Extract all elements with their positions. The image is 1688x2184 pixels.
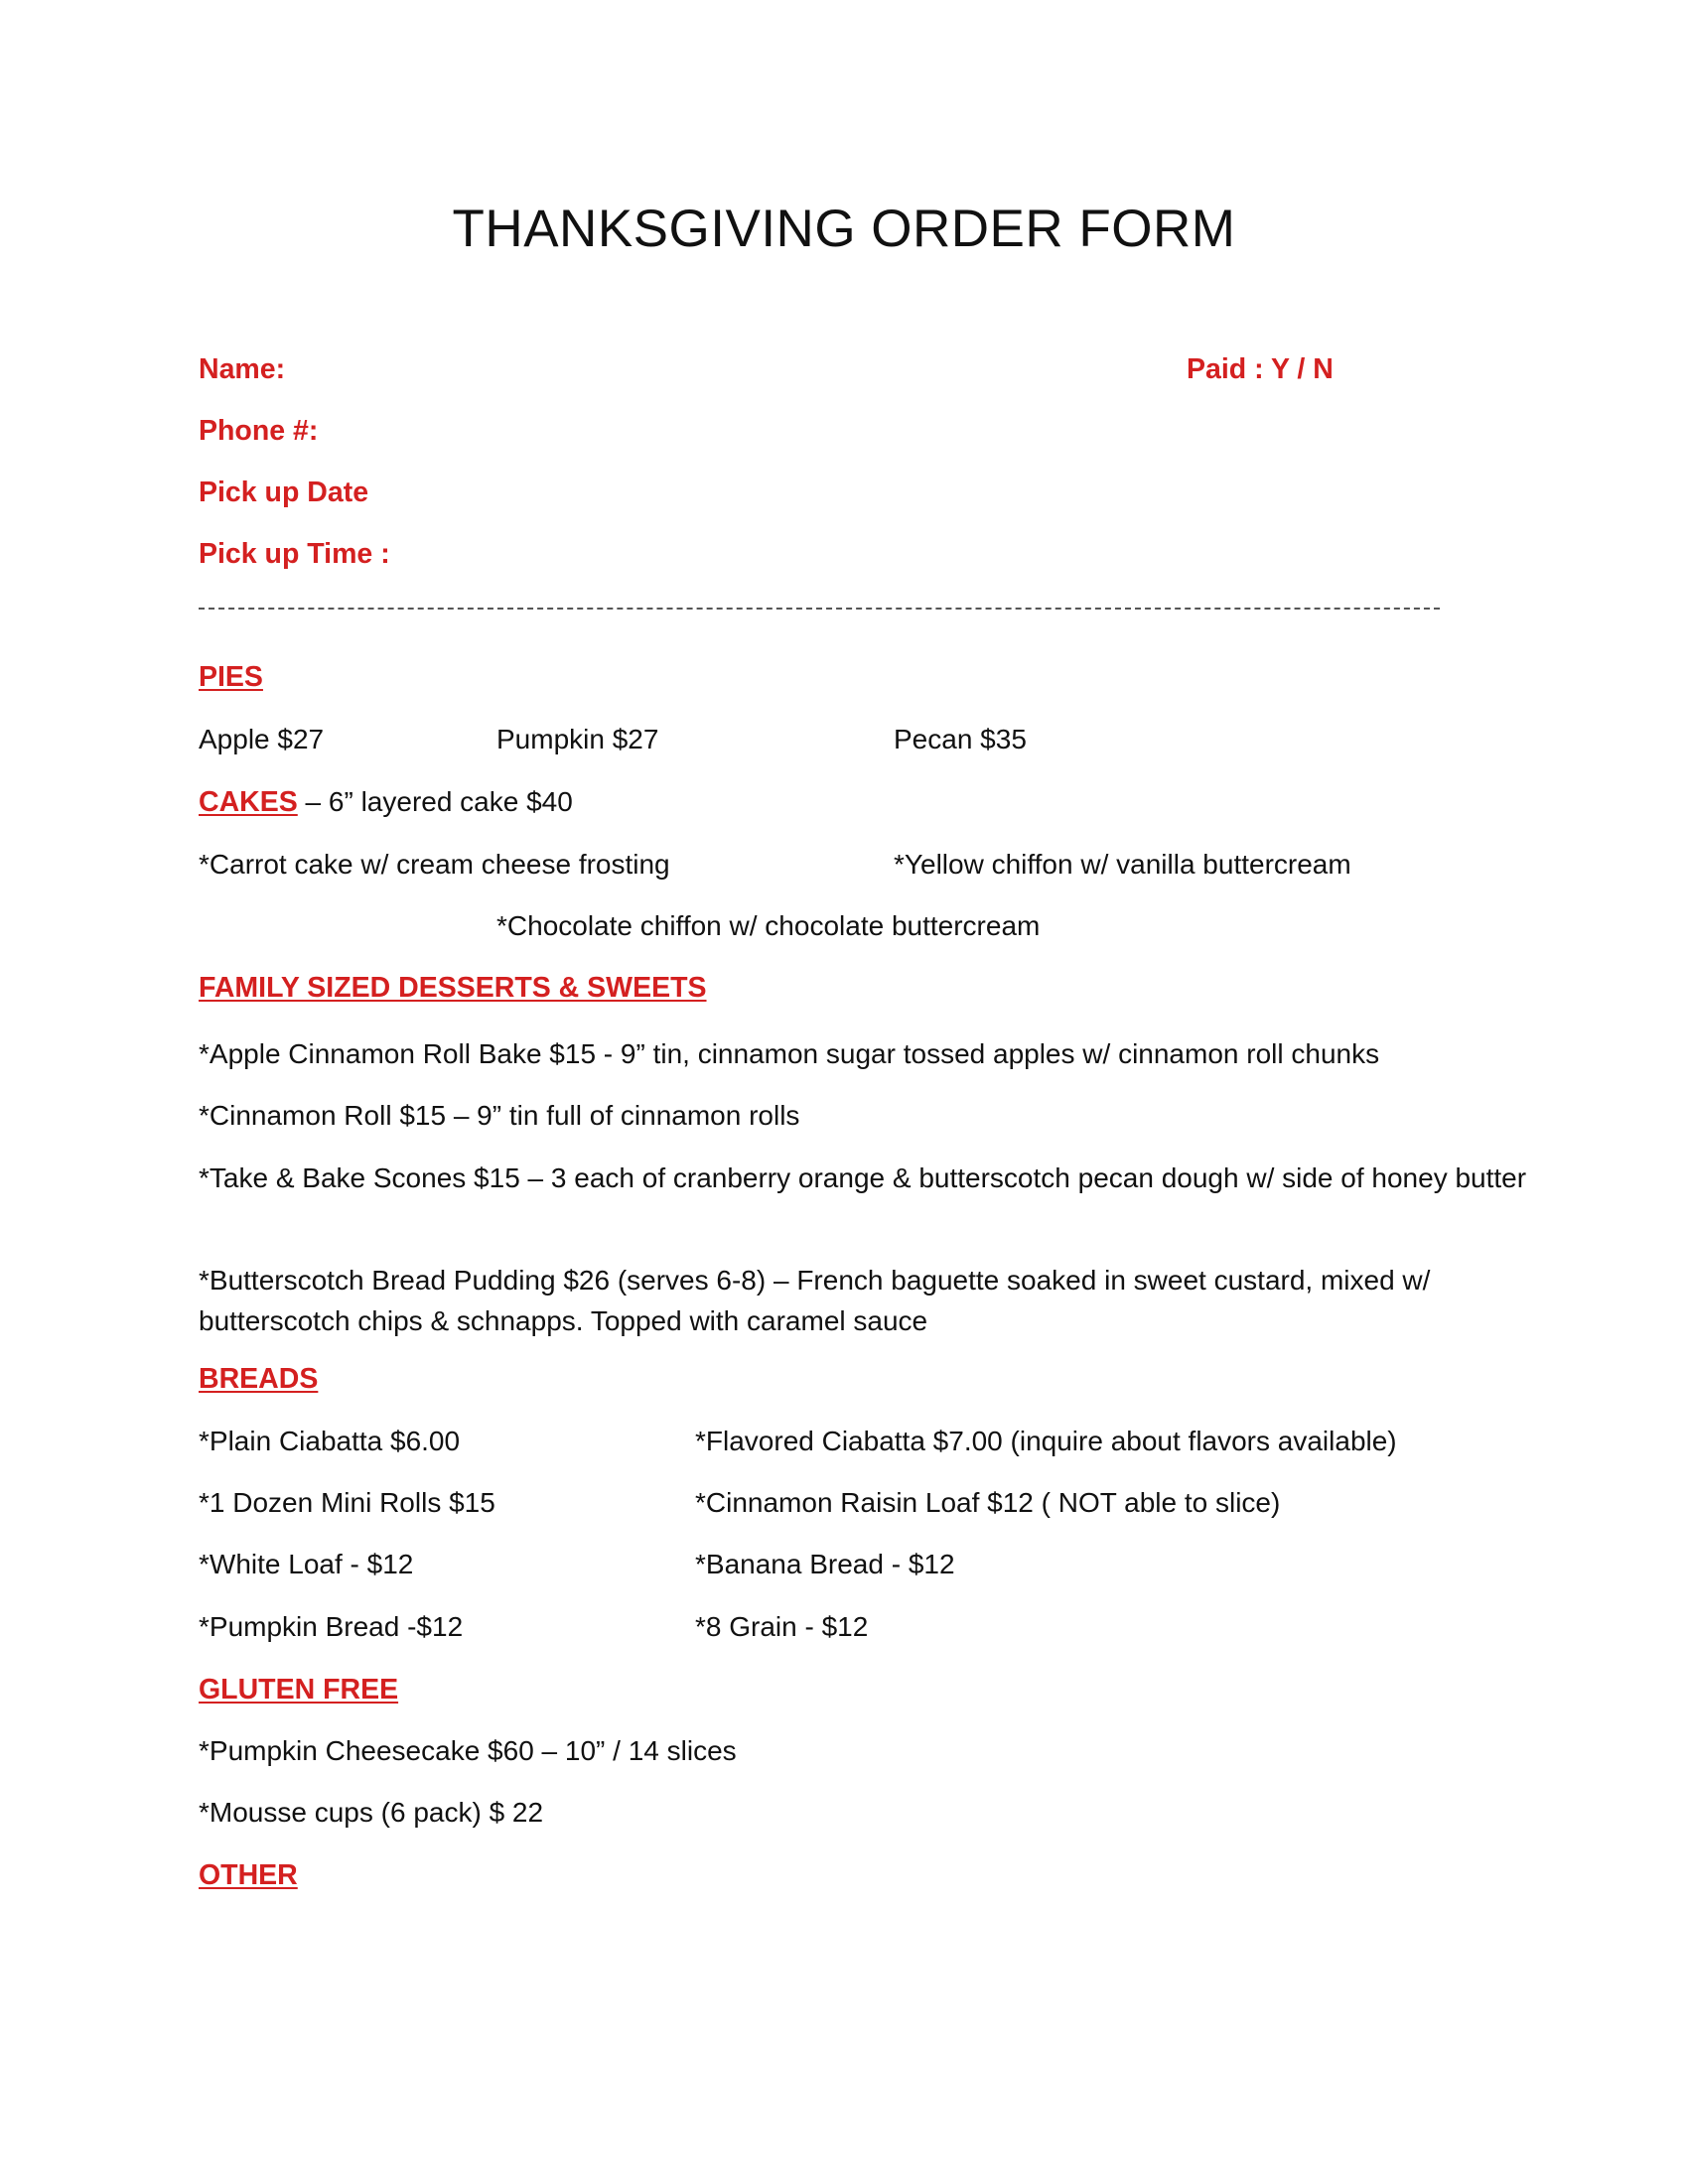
cakes-line <box>199 786 573 819</box>
family-item-take-bake-scones: *Take & Bake Scones $15 – 3 each of cranberry orange & butterscotch pecan dough w/ side of honey butter <box>199 1162 1527 1193</box>
gluten-free-item-pumpkin-cheesecake: *Pumpkin Cheesecake $60 – 10” / 14 slices <box>199 1735 737 1766</box>
phone-label: Phone #: <box>199 415 319 447</box>
name-label: Name: <box>199 353 286 385</box>
bread-item-pumpkin-bread: *Pumpkin Bread -$12 <box>199 1611 464 1642</box>
paid-label: Paid : Y / N <box>1187 353 1334 385</box>
family-item-bread-pudding: *Butterscotch Bread Pudding $26 (serves 6-8) – French baguette soaked in sweet custard, mixed w/ butterscotch chips & schnapps. Topped with caramel sauce <box>199 1265 1431 1336</box>
bread-item-8-grain: *8 Grain - $12 <box>695 1611 869 1642</box>
pies-heading: PIES <box>199 661 263 693</box>
pie-item-apple: Apple $27 <box>199 724 325 754</box>
pickup-date-label: Pick up Date <box>199 477 369 508</box>
page-title: THANKSGIVING ORDER FORM <box>452 200 1236 258</box>
bread-item-plain-ciabatta: *Plain Ciabatta $6.00 <box>199 1426 461 1456</box>
family-desserts-heading: FAMILY SIZED DESSERTS & SWEETS <box>199 972 707 1004</box>
breads-heading: BREADS <box>199 1363 319 1395</box>
bread-item-cinnamon-raisin-loaf: *Cinnamon Raisin Loaf $12 ( NOT able to slice) <box>695 1487 1281 1518</box>
family-item-cinnamon-roll: *Cinnamon Roll $15 – 9” tin full of cinnamon rolls <box>199 1100 800 1131</box>
bread-item-flavored-ciabatta: *Flavored Ciabatta $7.00 (inquire about flavors available) <box>695 1426 1397 1456</box>
bread-item-mini-rolls: *1 Dozen Mini Rolls $15 <box>199 1487 495 1518</box>
cake-item-carrot: *Carrot cake w/ cream cheese frosting <box>199 849 670 880</box>
gluten-free-item-mousse-cups: *Mousse cups (6 pack) $ 22 <box>199 1797 544 1828</box>
cake-item-yellow-chiffon: *Yellow chiffon w/ vanilla buttercream <box>894 849 1351 880</box>
cake-item-chocolate-chiffon: *Chocolate chiffon w/ chocolate buttercream <box>496 910 1041 941</box>
other-heading: OTHER <box>199 1859 298 1891</box>
cakes-heading: CAKES <box>199 786 298 818</box>
pie-item-pumpkin: Pumpkin $27 <box>496 724 659 754</box>
bread-item-banana-bread: *Banana Bread - $12 <box>695 1549 955 1579</box>
bread-item-white-loaf: *White Loaf - $12 <box>199 1549 414 1579</box>
section-divider <box>199 608 1440 610</box>
family-item-apple-cinnamon-roll-bake: *Apple Cinnamon Roll Bake $15 - 9” tin, cinnamon sugar tossed apples w/ cinnamon roll chunks <box>199 1038 1380 1069</box>
pickup-time-label: Pick up Time : <box>199 538 390 570</box>
pie-item-pecan: Pecan $35 <box>894 724 1027 754</box>
cakes-description: – 6” layered cake $40 <box>297 786 573 817</box>
gluten-free-heading: GLUTEN FREE <box>199 1674 399 1706</box>
